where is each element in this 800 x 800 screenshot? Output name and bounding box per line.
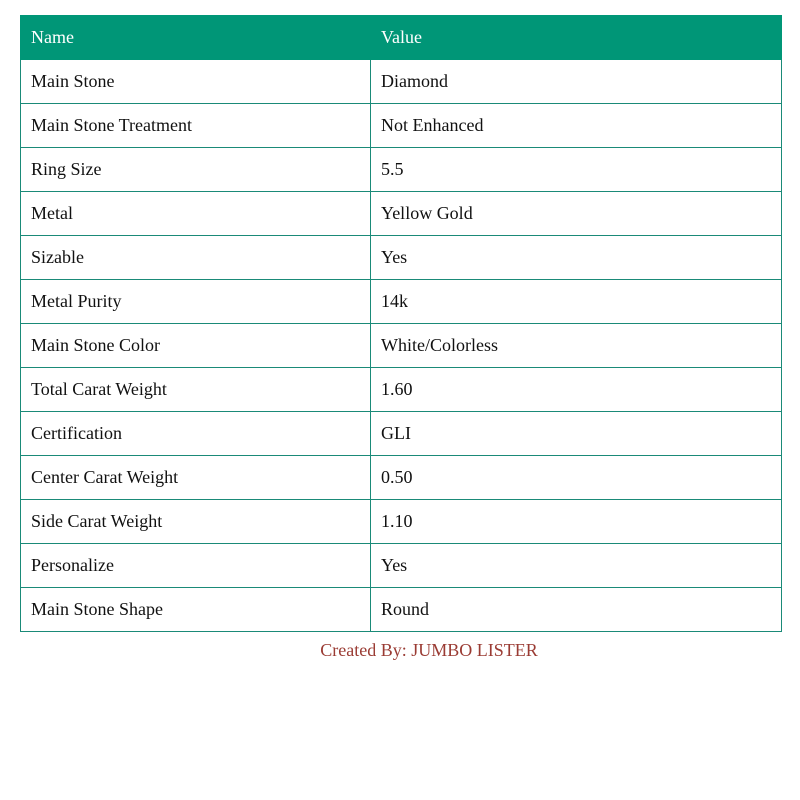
row-name: Certification <box>21 412 371 456</box>
table-row <box>21 544 782 588</box>
row-name: Main Stone <box>21 60 371 104</box>
table-header-row <box>21 16 782 60</box>
column-header-value: Value <box>371 16 782 60</box>
row-name: Main Stone Shape <box>21 588 371 632</box>
row-name: Sizable <box>21 236 371 280</box>
created-by-credit: Created By: JUMBO LISTER <box>320 640 538 660</box>
table-row <box>21 236 782 280</box>
row-value: Yellow Gold <box>371 192 782 236</box>
table-row <box>21 104 782 148</box>
table-row <box>21 148 782 192</box>
row-name: Metal <box>21 192 371 236</box>
row-name: Personalize <box>21 544 371 588</box>
row-value: 1.10 <box>371 500 782 544</box>
table-row <box>21 588 782 632</box>
row-value: 14k <box>371 280 782 324</box>
row-value: GLI <box>371 412 782 456</box>
table-row <box>21 368 782 412</box>
row-name: Total Carat Weight <box>21 368 371 412</box>
row-value: Yes <box>371 544 782 588</box>
row-value: Round <box>371 588 782 632</box>
row-name: Ring Size <box>21 148 371 192</box>
table-row <box>21 192 782 236</box>
table-row <box>21 500 782 544</box>
row-name: Center Carat Weight <box>21 456 371 500</box>
row-value: Yes <box>371 236 782 280</box>
row-value: 0.50 <box>371 456 782 500</box>
row-value: White/Colorless <box>371 324 782 368</box>
row-value: Not Enhanced <box>371 104 782 148</box>
row-value: 1.60 <box>371 368 782 412</box>
table-row <box>21 324 782 368</box>
row-name: Side Carat Weight <box>21 500 371 544</box>
row-name: Main Stone Treatment <box>21 104 371 148</box>
spec-table <box>20 15 782 632</box>
table-row <box>21 280 782 324</box>
table-row <box>21 60 782 104</box>
row-name: Main Stone Color <box>21 324 371 368</box>
row-value: 5.5 <box>371 148 782 192</box>
row-name: Metal Purity <box>21 280 371 324</box>
row-value: Diamond <box>371 60 782 104</box>
table-row <box>21 412 782 456</box>
table-row <box>21 456 782 500</box>
column-header-name: Name <box>21 16 371 60</box>
